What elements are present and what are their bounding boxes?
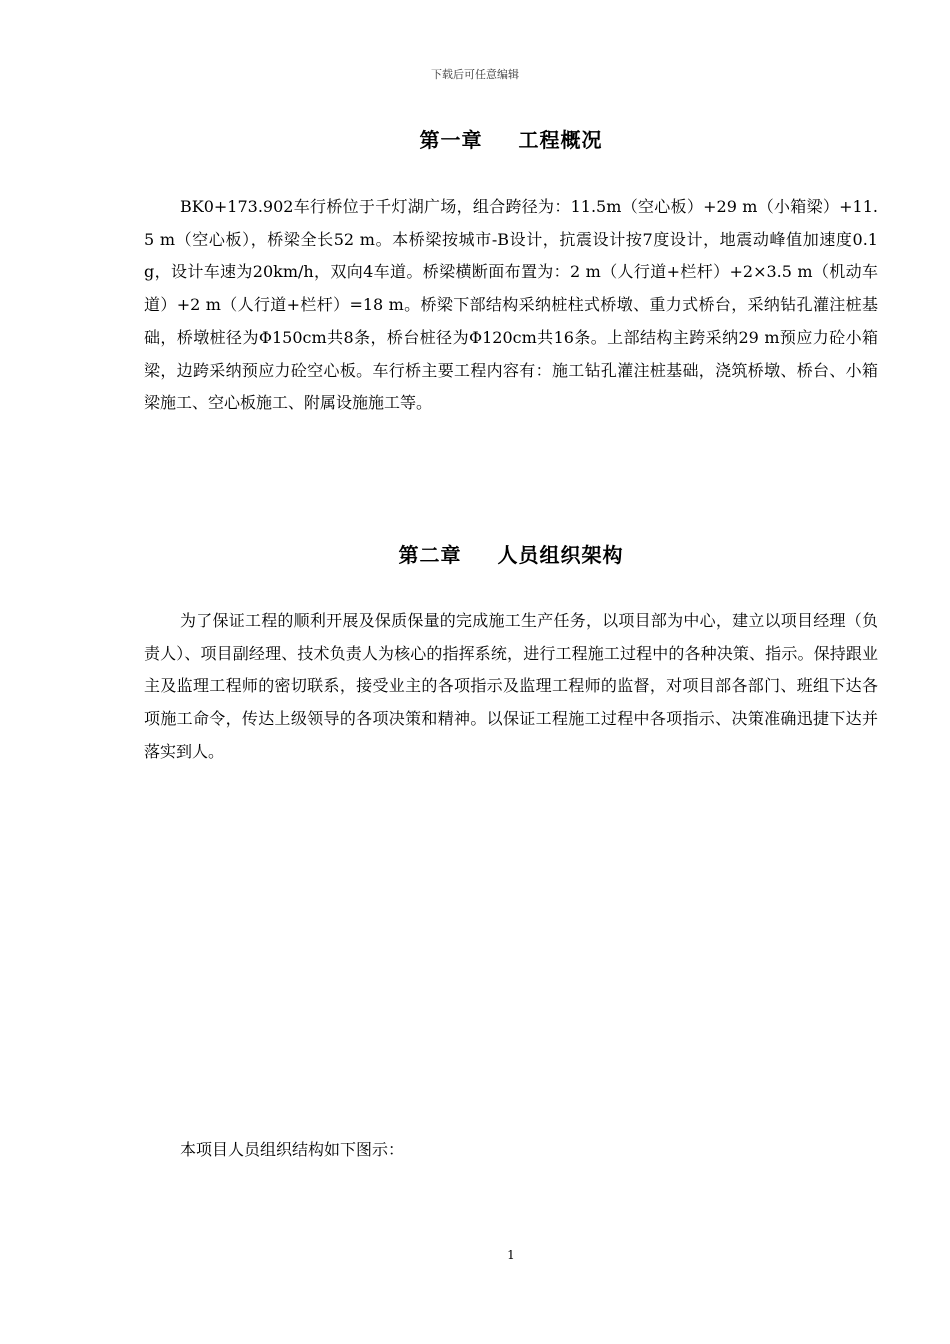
chapter-1-number: 第一章 [419,128,483,152]
chapter-2-paragraph: 为了保证工程的顺利开展及保质保量的完成施工生产任务，以项目部为中心，建立以项目经理（负责人）、项目副经理、技术负责人为核心的指挥系统，进行工程施工过程中的各种决策、指示。保持跟业主及监理工程师的密切联系，接受业主的各项指示及监理工程师的监督，对项目部各部门、班组下达各项施工命令，传达上级领导的各项决策和精神。以保证工程施工过程中各项指示、决策准确迅捷下达并落实到人。 [144,611,878,761]
structure-intro: 本项目人员组织结构如下图示： [180,1140,405,1159]
chapter-1-title: 工程概况 [518,128,603,152]
chapter-1-heading [0,124,950,153]
chapter-2-title: 人员组织架构 [497,543,624,567]
page-number: 1 [507,1248,515,1262]
chapter-2-heading [0,539,950,568]
chapter-1-paragraph: BK0+173.902车行桥位于千灯湖广场，组合跨径为：11.5m（空心板）+29 m（小箱梁）+11.5 m（空心板），桥梁全长52 m。本桥梁按城市-B设计，抗震设计按7度设计，地震动峰值加速度0.1g，设计车速为20km/h，双向4车道。桥梁横断面布置为：2 m（人行道+栏杆）+2×3.5 m（机动车道）+2 m（人行道+栏杆）=18 m。桥梁下部结构采纳桩柱式桥墩、重力式桥台，采纳钻孔灌注桩基础，桥墩桩径为Φ150cm共8条，桥台桩径为Φ120cm共16条。上部结构主跨采纳29 m预应力砼小箱梁，边跨采纳预应力砼空心板。车行桥主要工程内容有：施工钻孔灌注桩基础，浇筑桥墩、桥台、小箱梁施工、空心板施工、附属设施施工等。 [144,197,878,413]
header-note: 下载后可任意编辑 [431,68,519,81]
chapter-2-number: 第二章 [398,543,462,567]
